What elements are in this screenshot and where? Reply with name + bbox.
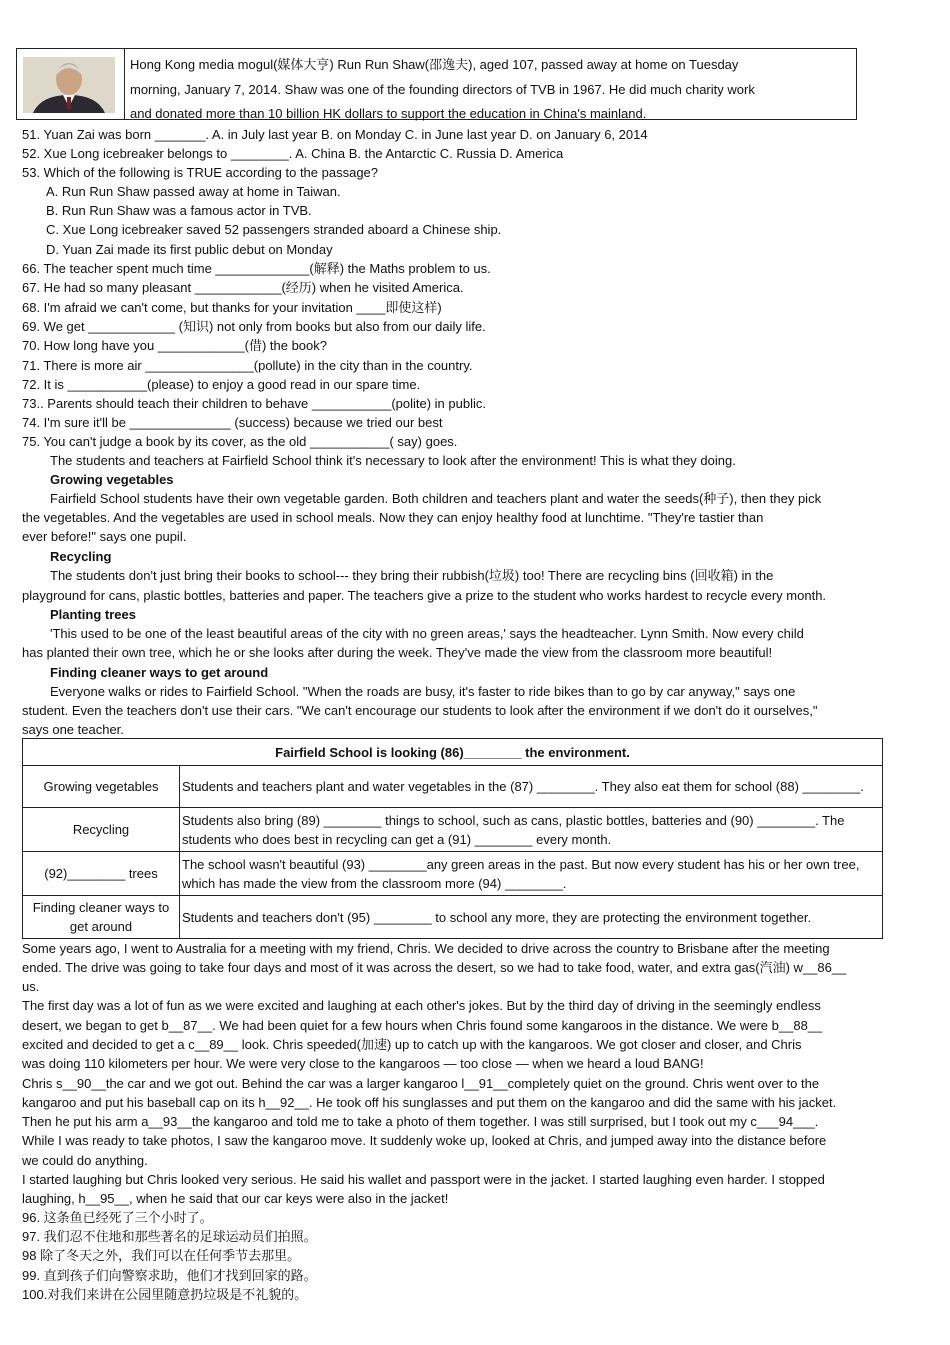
table-row-label: Recycling <box>23 808 180 852</box>
summary-table <box>22 738 883 939</box>
table-row <box>23 896 883 939</box>
question-71: 71. There is more air _______________(pollute) in the city than in the country. <box>22 358 473 373</box>
table-row-label: (92)________ trees <box>23 852 180 896</box>
reading-paragraph: The students don't just bring their books to school--- they bring their rubbish(垃圾) too! There are recycling bins (回收箱) in the <box>50 568 774 583</box>
table-row <box>23 808 883 852</box>
table-row-label: Growing vegetables <box>23 766 180 808</box>
cloze-line: While I was ready to take photos, I saw the kangaroo move. It suddenly woke up, looked at Chris, and jumped away into the distance before <box>22 1133 827 1148</box>
cloze-line: us. <box>22 979 40 994</box>
cloze-line: I started laughing but Chris looked very serious. He said his wallet and passport were in the jacket. I started laughing even harder. I stopped <box>22 1172 825 1187</box>
reading-paragraph: Everyone walks or rides to Fairfield School. "When the roads are busy, it's faster to ride bikes than to go by car anyway," says one <box>50 684 796 699</box>
table-title: Fairfield School is looking (86)________ the environment. <box>23 739 883 766</box>
question-74: 74. I'm sure it'll be ______________ (success) because we tried our best <box>22 415 443 430</box>
question-75: 75. You can't judge a book by its cover, as the old ___________( say) goes. <box>22 434 458 449</box>
news-intro-box <box>16 48 857 120</box>
translation-96: 96. 这条鱼已经死了三个小时了。 <box>22 1210 213 1225</box>
intro-text <box>130 53 870 127</box>
question-73: 73.. Parents should teach their children to behave ___________(polite) in public. <box>22 396 486 411</box>
option-d: D. Yuan Zai made its first public debut on Monday <box>46 242 333 257</box>
question-53: 53. Which of the following is TRUE according to the passage? <box>22 165 379 180</box>
table-row-text: Students and teachers don't (95) ________ to school any more, they are protecting the environment together. <box>180 896 883 939</box>
question-51: 51. Yuan Zai was born _______. A. in July last year B. on Monday C. in June last year D. on January 6, 2014 <box>22 127 648 142</box>
translation-99: 99. 直到孩子们向警察求助，他们才找到回家的路。 <box>22 1268 317 1283</box>
reading-paragraph: says one teacher. <box>22 722 124 737</box>
cloze-line: Some years ago, I went to Australia for a meeting with my friend, Chris. We decided to drive across the country to Brisbane after the meeting <box>22 941 830 956</box>
option-b: B. Run Run Shaw was a famous actor in TVB. <box>46 203 312 218</box>
heading-recycling: Recycling <box>50 549 112 564</box>
question-52: 52. Xue Long icebreaker belongs to ________. A. China B. the Antarctic C. Russia D. America <box>22 146 564 161</box>
reading-paragraph: 'This used to be one of the least beautiful areas of the city with no green areas,' says the headteacher. Lynn Smith. Now every child <box>50 626 804 641</box>
reading-paragraph: has planted their own tree, which he or she looks after during the week. They've made the view from the classroom more beautiful! <box>22 645 773 660</box>
table-row-text: Students and teachers plant and water vegetables in the (87) ________. They also eat them for school (88) ________. <box>180 766 883 808</box>
translation-97: 97. 我们忍不住地和那些著名的足球运动员们拍照。 <box>22 1229 317 1244</box>
table-row <box>23 766 883 808</box>
cloze-line: laughing, h__95__, when he said that our car keys were also in the jacket! <box>22 1191 449 1206</box>
intro-line: and donated more than 10 billion HK dollars to support the education in China's mainland. <box>130 106 647 121</box>
intro-line: morning, January 7, 2014. Shaw was one of the founding directors of TVB in 1967. He did much charity work <box>130 81 755 97</box>
cloze-line: was doing 110 kilometers per hour. We were very close to the kangaroos — too close — when we heard a loud BANG! <box>22 1056 704 1071</box>
option-a: A. Run Run Shaw passed away at home in Taiwan. <box>46 184 341 199</box>
cloze-line: Then he put his arm a__93__the kangaroo and told me to take a photo of them together. I was still surprised, but I took out my c___94___. <box>22 1114 819 1129</box>
translation-98: 98 除了冬天之外，我们可以在任何季节去那里。 <box>22 1248 301 1263</box>
table-row-text: The school wasn't beautiful (93) ________any green areas in the past. But now every student has his or her own tree, which has made the view from the classroom more (94) ________. <box>180 852 883 896</box>
table-row-label: Finding cleaner ways to get around <box>23 896 180 939</box>
cloze-line: desert, we began to get b__87__. We had been quiet for a few hours when Chris found some kangaroos in the distance. We were b__88__ <box>22 1018 823 1033</box>
reading-paragraph: student. Even the teachers don't use their cars. "We can't encourage our students to look after the environment if we don't do it ourselves," <box>22 703 818 718</box>
question-72: 72. It is ___________(please) to enjoy a good read in our spare time. <box>22 377 421 392</box>
table-row <box>23 852 883 896</box>
question-70: 70. How long have you ____________(借) the book? <box>22 338 327 353</box>
table-header-row <box>23 739 883 766</box>
intro-line: Hong Kong media mogul(媒体大亨) Run Run Shaw(邵逸夫), aged 107, passed away at home on Tuesday <box>130 57 739 72</box>
question-66: 66. The teacher spent much time _____________(解释) the Maths problem to us. <box>22 261 491 276</box>
photo-cell <box>17 49 125 119</box>
reading-paragraph: playground for cans, plastic bottles, batteries and paper. The teachers give a prize to the student who works hardest to recycle every month. <box>22 588 827 603</box>
cloze-line: ended. The drive was going to take four days and most of it was across the desert, so we had to take food, water, and extra gas(汽油) w__86__ <box>22 960 847 975</box>
portrait-photo <box>23 57 115 113</box>
heading-growing-vegetables: Growing vegetables <box>50 472 174 487</box>
reading-paragraph: the vegetables. And the vegetables are used in school meals. Now they can enjoy healthy food at lunchtime. "They're tastier than <box>22 510 764 525</box>
heading-planting-trees: Planting trees <box>50 607 136 622</box>
translation-100: 100.对我们来讲在公园里随意扔垃圾是不礼貌的。 <box>22 1287 308 1302</box>
cloze-line: The first day was a lot of fun as we were excited and laughing at each other's jokes. But by the third day of driving in the seemingly endless <box>22 998 821 1013</box>
reading-paragraph: ever before!" says one pupil. <box>22 529 187 544</box>
reading-paragraph: Fairfield School students have their own vegetable garden. Both children and teachers plant and water the seeds(种子), then they pick <box>50 491 822 506</box>
question-68: 68. I'm afraid we can't come, but thanks for your invitation ____即使这样) <box>22 300 442 315</box>
cloze-line: we could do anything. <box>22 1153 148 1168</box>
question-67: 67. He had so many pleasant ____________(经历) when he visited America. <box>22 280 464 295</box>
option-c: C. Xue Long icebreaker saved 52 passengers stranded aboard a Chinese ship. <box>46 222 502 237</box>
cloze-line: Chris s__90__the car and we got out. Behind the car was a larger kangaroo l__91__completely quiet on the ground. Chris went over to the <box>22 1076 820 1091</box>
table-row-text: Students also bring (89) ________ things to school, such as cans, plastic bottles, batteries and (90) ________. The students who does best in recycling can get a (91) ________ every month. <box>180 808 883 852</box>
cloze-line: kangaroo and put his baseball cap on its h__92__. He took off his sunglasses and put them on the kangaroo and did the same with his jacket. <box>22 1095 837 1110</box>
reading-intro: The students and teachers at Fairfield School think it's necessary to look after the environment! This is what they doing. <box>50 453 736 468</box>
question-69: 69. We get ____________ (知识) not only from books but also from our daily life. <box>22 319 486 334</box>
cloze-line: excited and decided to get a c__89__ look. Chris speeded(加速) up to catch up with the kangaroos. We got closer and closer, and Chris <box>22 1037 802 1052</box>
heading-cleaner-ways: Finding cleaner ways to get around <box>50 665 269 680</box>
